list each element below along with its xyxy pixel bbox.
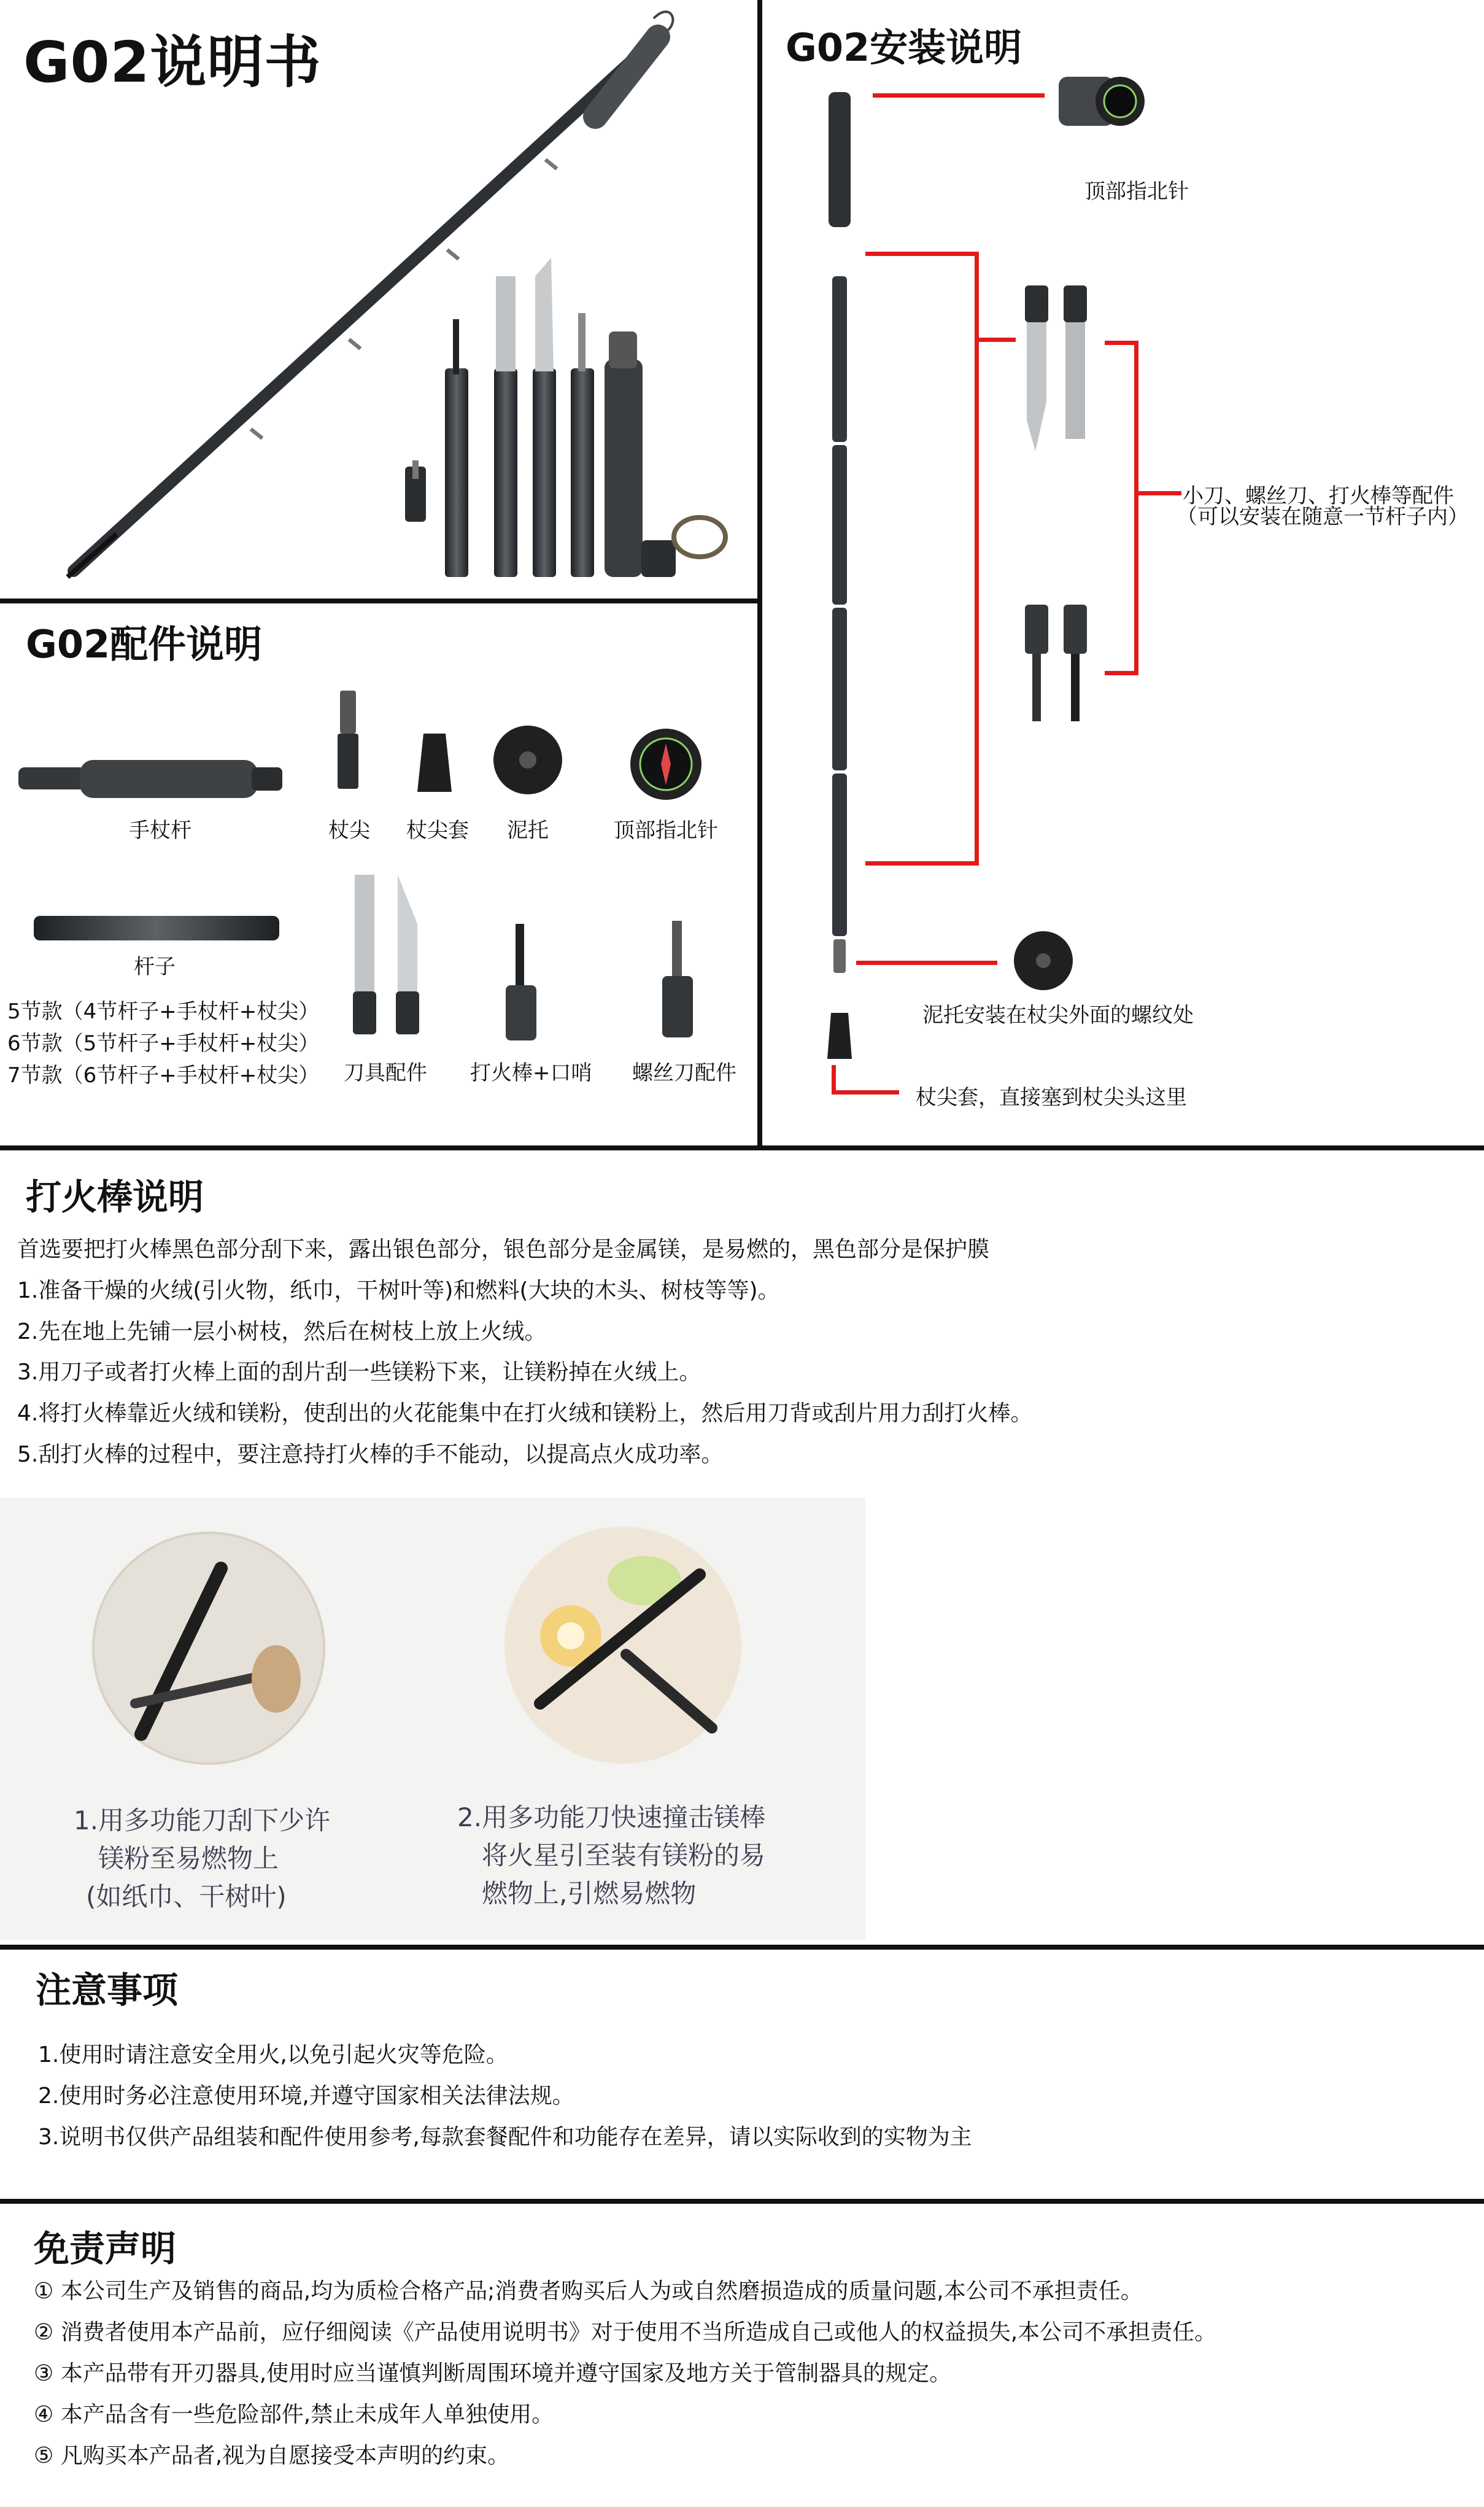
red-bracket-rods-bottom	[865, 861, 979, 866]
notice-title: 注意事项	[36, 1969, 179, 2011]
install-title: G02安装说明	[786, 25, 1022, 70]
fire-photo-2-caption: 2.用多功能刀快速撞击镁棒 将火星引至装有镁粉的易 燃物上,引燃易燃物	[457, 1802, 766, 1908]
divider-top-section	[0, 1145, 1484, 1150]
label-accessory-line1: 小刀、螺丝刀、打火棒等配件	[1183, 484, 1454, 508]
label-mud-install: 泥托安装在杖尖外面的螺纹处	[922, 1003, 1194, 1028]
variant-6: 6节款（5节杆子+手杖杆+杖尖）	[7, 1031, 320, 1056]
notice-item-2: 2.使用时务必注意使用环境,并遵守国家相关法律法规。	[38, 2083, 574, 2109]
label-knife: 刀具配件	[344, 1061, 427, 1085]
divider-fire-section	[0, 1945, 1484, 1950]
disclaimer-title: 免责声明	[34, 2228, 177, 2269]
compass-top-icon	[1059, 64, 1145, 138]
fire-photo-1	[92, 1532, 325, 1765]
screwdriver-accessory-icon	[660, 921, 697, 1044]
red-connector-cover-horizontal	[832, 1090, 899, 1095]
label-handle: 手杖杆	[129, 818, 191, 843]
accessory-lineup-illustration	[393, 258, 749, 577]
fire-step-4: 4.将打火棒靠近火绒和镁粉，使刮出的火花能集中在打火绒和镁粉上，然后用刀背或刮片用力刮打火棒。	[17, 1401, 1033, 1426]
red-bracket-rods-vertical	[975, 252, 979, 866]
tip-icon	[333, 691, 363, 795]
disclaimer-item-3: ③ 本产品带有开刃器具,使用时应当谨慎判断周围环境并遵守国家及地方关于管制器具的规定。	[34, 2361, 952, 2386]
variant-7: 7节款（6节杆子+手杖杆+杖尖）	[7, 1063, 320, 1088]
label-fire-starter: 打火棒+口哨	[470, 1061, 592, 1085]
accessories-title: G02配件说明	[26, 622, 263, 667]
variant-5: 5节款（4节杆子+手杖杆+杖尖）	[7, 999, 320, 1024]
red-bracket-acc-bottom	[1105, 671, 1138, 675]
disclaimer-item-2: ② 消费者使用本产品前，应仔细阅读《产品使用说明书》对于使用不当所造成自己或他人的权益损失,本公司不承担责任。	[34, 2320, 1217, 2345]
disclaimer-item-1: ① 本公司生产及销售的商品,均为质检合格产品;消费者购买后人为或自然磨损造成的质量问题,本公司不承担责任。	[34, 2279, 1143, 2304]
tip-cover-icon	[416, 734, 453, 795]
red-bracket-acc-top	[1105, 341, 1138, 345]
label-mud-basket: 泥托	[507, 818, 549, 843]
label-compass: 顶部指北针	[614, 818, 718, 843]
red-bracket-rods-top	[865, 252, 979, 256]
knife-accessory-icon	[350, 869, 430, 1040]
fire-step-3: 3.用刀子或者打火棒上面的刮片刮一些镁粉下来，让镁粉掉在火绒上。	[17, 1360, 701, 1385]
knife-accessories-icon	[1022, 285, 1089, 451]
label-screwdriver: 螺丝刀配件	[632, 1061, 736, 1085]
red-connector-mud	[856, 961, 997, 965]
divider-notice-section	[0, 2199, 1484, 2204]
label-accessory-line2: （可以安装在随意一节杆子内）	[1177, 505, 1469, 529]
mud-basket-icon	[491, 724, 565, 798]
notice-item-1: 1.使用时请注意安全用火,以免引起火灾等危险。	[38, 2042, 508, 2067]
assembly-diagram	[816, 92, 865, 1062]
rod-icon	[34, 913, 279, 943]
mud-basket-install-icon	[1013, 930, 1074, 991]
label-rod: 杆子	[134, 955, 176, 979]
disclaimer-item-5: ⑤ 凡购买本产品者,视为自愿接受本声明的约束。	[34, 2443, 510, 2468]
red-connector-acc-label	[1138, 491, 1181, 495]
handle-icon	[18, 755, 288, 804]
divider-vertical-top	[757, 0, 762, 1148]
fire-step-5: 5.刮打火棒的过程中，要注意持打火棒的手不能动，以提高点火成功率。	[17, 1442, 724, 1467]
fire-starter-icon	[503, 924, 540, 1047]
red-connector-compass	[873, 93, 1045, 98]
label-tip-cover: 杖尖套	[406, 818, 469, 843]
divider-panel1-panel2	[0, 599, 760, 603]
fire-title: 打火棒说明	[26, 1176, 204, 1218]
label-tip: 杖尖	[328, 818, 370, 843]
tool-accessories-icon	[1022, 605, 1089, 727]
manual-title: G02说明书	[23, 29, 322, 95]
fire-step-2: 2.先在地上先铺一层小树枝，然后在树枝上放上火绒。	[17, 1319, 547, 1344]
red-connector-to-accessories	[979, 338, 1016, 342]
notice-item-3: 3.说明书仅供产品组装和配件使用参考,每款套餐配件和功能存在差异，请以实际收到的实物为主	[38, 2125, 972, 2150]
red-bracket-acc-vertical	[1134, 341, 1138, 675]
label-cover-install: 杖尖套，直接塞到杖尖头这里	[916, 1085, 1187, 1110]
fire-step-1: 1.准备干燥的火绒(引火物，纸巾，干树叶等)和燃料(大块的木头、树枝等等)。	[17, 1278, 780, 1303]
fire-photo-2	[503, 1525, 743, 1765]
fire-photo-1-caption: 1.用多功能刀刮下少许 镁粉至易燃物上 (如纸巾、干树叶)	[74, 1805, 331, 1912]
label-compass-top: 顶部指北针	[1084, 179, 1189, 204]
disclaimer-item-4: ④ 本产品含有一些危险部件,禁止未成年人单独使用。	[34, 2402, 554, 2427]
fire-intro: 首选要把打火棒黑色部分刮下来，露出银色部分，银色部分是金属镁，是易燃的，黑色部分是保护膜	[17, 1237, 990, 1262]
compass-icon	[629, 727, 703, 801]
